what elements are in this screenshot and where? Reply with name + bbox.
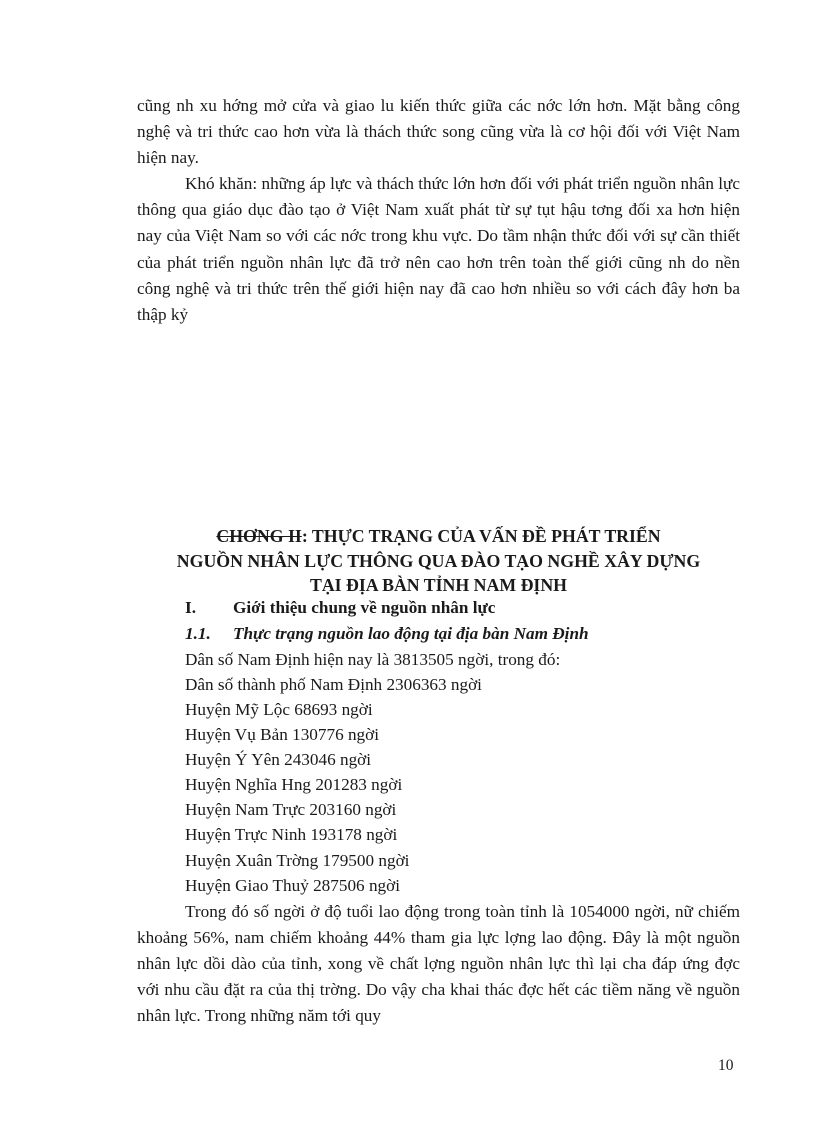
paragraph-labor-force: Trong đó số ngời ở độ tuổi lao động trong toàn tỉnh là 1054000 ngời, nữ chiếm khoảng 56%, nam chiếm khoảng 44% tham gia lực lợng lao động. Đây là một nguồn nhân lực dồi dào của tỉnh, xong về chất lợng nguồn nhân lực thì lại cha đáp ứng đợc với nhu cầu đặt ra của thị trờng. Do vậy cha khai thác đợc hết các tiềm năng về nguồn nhân lực. Trong những năm tới quy xyxy=(137,902,740,1025)
population-line: Dân số thành phố Nam Định 2306363 ngời xyxy=(185,675,482,694)
population-line: Huyện Trực Ninh 193178 ngời xyxy=(185,825,398,844)
section-title: Giới thiệu chung về nguồn nhân lực xyxy=(233,598,496,617)
chapter-title-line-3: TẠI ĐỊA BÀN TỈNH NAM ĐỊNH xyxy=(309,575,568,595)
population-line: Huyện Xuân Trờng 179500 ngời xyxy=(185,851,410,870)
subsection-heading xyxy=(185,622,589,646)
page-number: 10 xyxy=(718,1057,734,1074)
population-line: Huyện Nghĩa Hng 201283 ngời xyxy=(185,775,403,794)
section-number: I. xyxy=(185,598,196,617)
population-line: Huyện Mỹ Lộc 68693 ngời xyxy=(185,700,373,719)
chapter-heading xyxy=(130,524,747,598)
paragraph-difficulty: Khó khăn: những áp lực và thách thức lớn hơn đối với phát triển nguồn nhân lực thông qua giáo dục đào tạo ở Việt Nam xuất phát từ sự tụt hậu tơng đối xa hơn hiện nay của Việt Nam so với các nớc trong khu vực. Do tầm nhận thức đối với sự cần thiết của phát triển nguồn nhân lực đã trở nên cao hơn trên toàn thế giới cũng nh do nền công nghệ và tri thức trên thế giới hiện nay đã cao hơn nhiều so với cách đây hơn ba thập kỷ xyxy=(137,174,740,325)
chapter-title-line-1 xyxy=(130,524,747,549)
population-line: Huyện Vụ Bản 130776 ngời xyxy=(185,725,380,744)
population-line: Huyện Giao Thuỷ 287506 ngời xyxy=(185,876,401,895)
chapter-title-part: : THỰC TRẠNG CỦA VẤN ĐỀ PHÁT TRIỂN xyxy=(301,526,661,546)
population-line: Dân số Nam Định hiện nay là 3813505 ngời, trong đó: xyxy=(185,650,561,669)
population-line: Huyện Ý Yên 243046 ngời xyxy=(185,750,372,769)
population-line: Huyện Nam Trực 203160 ngời xyxy=(185,800,397,819)
section-heading xyxy=(185,596,495,620)
chapter-label: CHƠNG II xyxy=(216,526,302,546)
paragraph-opportunity: cũng nh xu hớng mở cửa và giao lu kiến thức giữa các nớc lớn hơn. Mặt bằng công nghệ và tri thức cao hơn vừa là thách thức song cũng vừa là cơ hội đối với Việt Nam hiện nay. xyxy=(137,96,740,168)
chapter-title-line-2: NGUỒN NHÂN LỰC THÔNG QUA ĐÀO TẠO NGHỀ XÂY DỰNG xyxy=(176,550,701,571)
subsection-number: 1.1. xyxy=(185,624,211,643)
subsection-title: Thực trạng nguồn lao động tại địa bàn Nam Định xyxy=(233,624,589,643)
